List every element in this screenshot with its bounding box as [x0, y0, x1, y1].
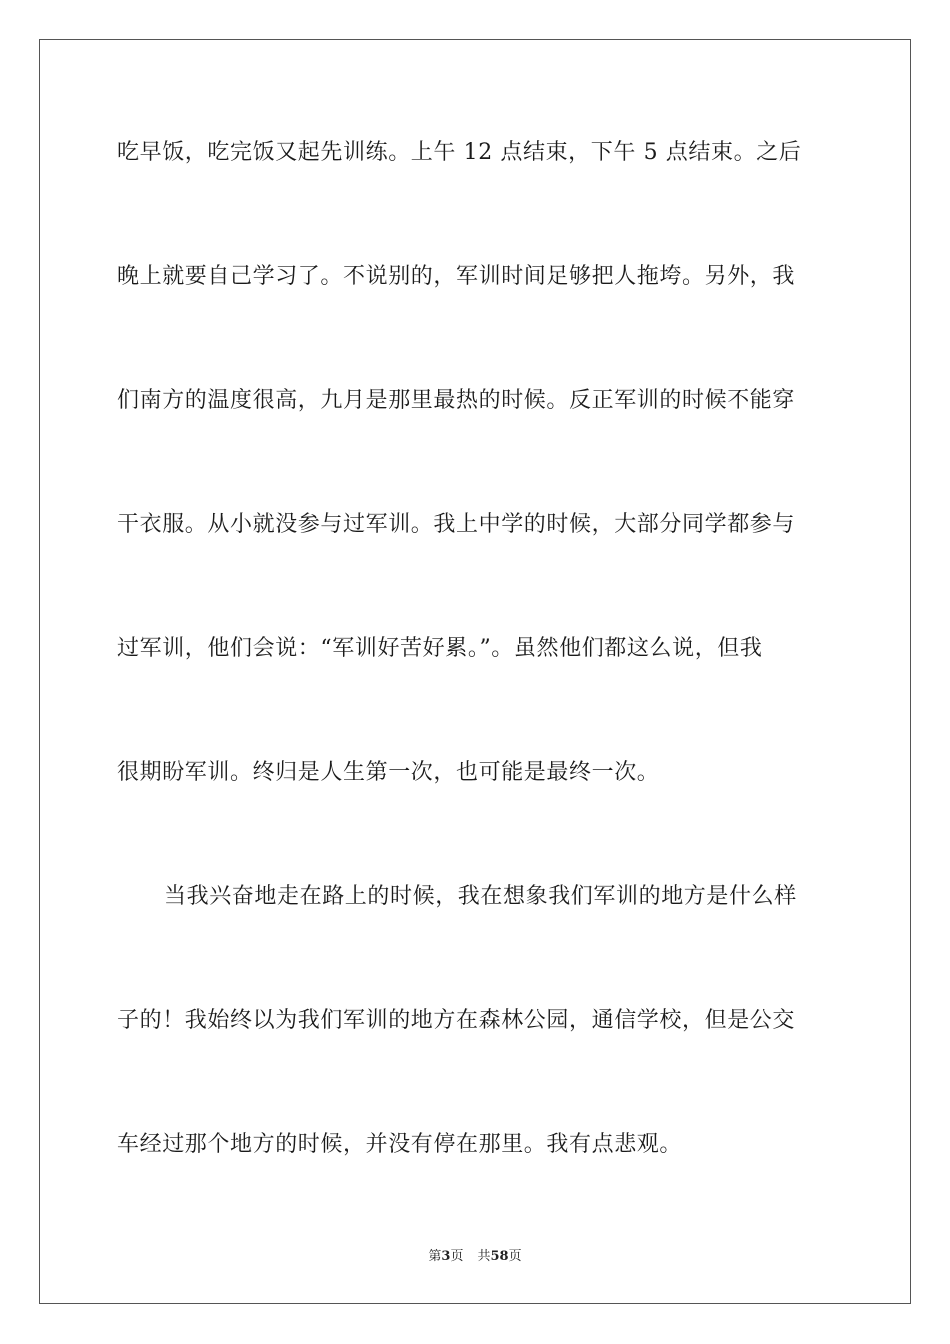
text-line-6: 很期盼军训。终归是人生第一次，也可能是最终一次。 — [117, 760, 660, 785]
text-line-7-paragraph-start: 当我兴奋地走在路上的时候，我在想象我们军训的地方是什么样 — [164, 884, 797, 909]
total-prefix: 共 — [477, 1249, 491, 1264]
text-line-1: 吃早饭，吃完饭又起先训练。上午 12 点结束，下午 5 点结束。之后 — [117, 140, 802, 165]
page-number: 3 — [441, 1249, 451, 1264]
text-line-4: 干衣服。从小就没参与过军训。我上中学的时候，大部分同学都参与 — [117, 512, 796, 537]
text-line-3: 们南方的温度很高，九月是那里最热的时候。反正军训的时候不能穿 — [117, 388, 796, 413]
page-suffix: 页 — [450, 1249, 464, 1264]
text-line-5: 过军训，他们会说：“军训好苦好累。”。虽然他们都这么说，但我 — [117, 636, 763, 661]
page-prefix: 第 — [428, 1249, 442, 1264]
text-line-2: 晚上就要自己学习了。不说别的，军训时间足够把人拖垮。另外，我 — [117, 264, 796, 289]
total-suffix: 页 — [508, 1249, 522, 1264]
text-line-9: 车经过那个地方的时候，并没有停在那里。我有点悲观。 — [117, 1132, 683, 1157]
total-pages: 58 — [490, 1249, 509, 1264]
page-border — [39, 39, 911, 1304]
text-line-8: 子的！我始终以为我们军训的地方在森林公园，通信学校，但是公交 — [117, 1008, 796, 1033]
page-footer — [0, 1248, 950, 1266]
